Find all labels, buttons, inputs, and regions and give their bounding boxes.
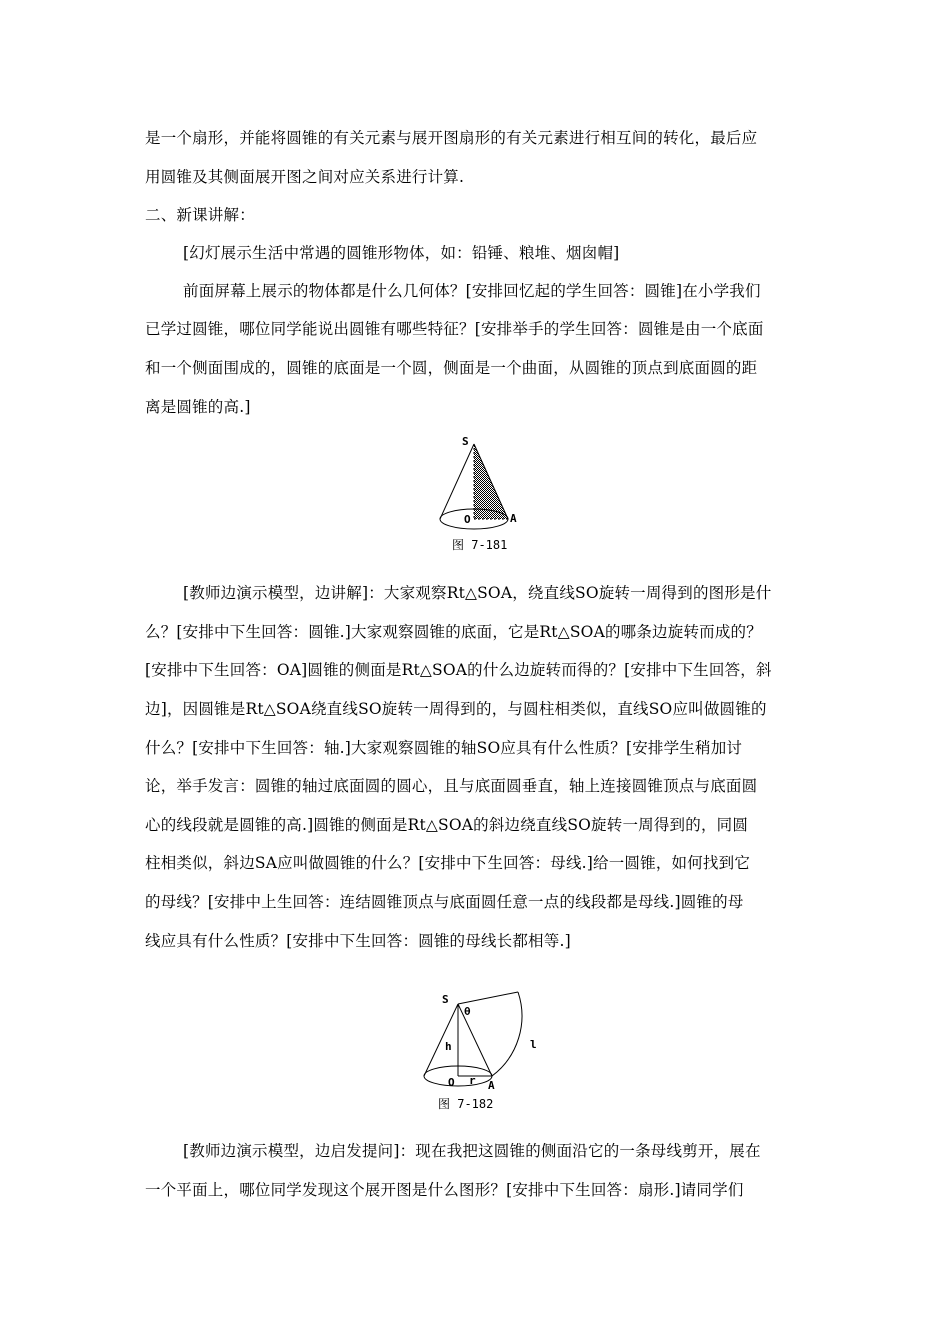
- text-line: [幻灯展示生活中常遇的圆锥形物体，如：铅锤、粮堆、烟囱帽]: [183, 244, 620, 262]
- text-line: 离是圆锥的高.]: [145, 398, 251, 416]
- label-o: O: [464, 513, 471, 526]
- text-line: 心的线段就是圆锥的高.]圆锥的侧面是Rt△SOA的斜边绕直线SO旋转一周得到的，同圆: [145, 816, 749, 834]
- text-line: 论，举手发言：圆锥的轴过底面圆的圆心，且与底面圆垂直，轴上连接圆锥顶点与底面圆: [145, 777, 758, 795]
- label-l: l: [530, 1038, 537, 1051]
- label-a: A: [510, 512, 517, 525]
- text-line: 线应具有什么性质？[安排中下生回答：圆锥的母线长都相等.]: [145, 932, 571, 950]
- text-line: 前面屏幕上展示的物体都是什么几何体？[安排回忆起的学生回答：圆锥]在小学我们: [183, 282, 761, 300]
- section-heading: 二、新课讲解：: [145, 206, 255, 224]
- cone-diagram: [430, 432, 540, 557]
- text-line: 一个平面上，哪位同学发现这个展开图是什么图形？[安排中下生回答：扇形.]请同学们: [145, 1181, 744, 1199]
- label-theta: θ: [464, 1005, 471, 1018]
- text-line: 边]，因圆锥是Rt△SOA绕直线SO旋转一周得到的，与圆柱相类似，直线SO应叫做圆锥的: [145, 700, 767, 718]
- sector-edge: [458, 992, 518, 1004]
- label-a: A: [488, 1079, 495, 1092]
- label-s: S: [462, 435, 469, 448]
- text-line: [教师边演示模型，边启发提问]：现在我把这圆锥的侧面沿它的一条母线剪开，展在: [183, 1142, 761, 1160]
- cone-development-diagram: [412, 990, 552, 1130]
- figure-caption: 图 7-182: [438, 1097, 494, 1111]
- text-line: 和一个侧面围成的，圆锥的底面是一个圆，侧面是一个曲面，从圆锥的顶点到底面圆的距: [145, 359, 758, 377]
- figure-cone-182: [412, 990, 552, 1130]
- text-line: [安排中下生回答：OA]圆锥的侧面是Rt△SOA的什么边旋转而得的？[安排中下生回答，斜: [145, 661, 772, 679]
- figure-cone-181: [430, 432, 540, 557]
- sector-arc: [492, 992, 522, 1076]
- text-line: 什么？[安排中下生回答：轴.]大家观察圆锥的轴SO应具有什么性质？[安排学生稍加讨: [145, 739, 743, 757]
- text-line: 柱相类似，斜边SA应叫做圆锥的什么？[安排中下生回答：母线.]给一圆锥，如何找到它: [145, 854, 751, 872]
- cone-left-edge: [424, 1004, 458, 1076]
- label-s: S: [442, 993, 449, 1006]
- label-o: O: [448, 1076, 455, 1089]
- cone-left-edge: [440, 444, 474, 519]
- text-line: 用圆锥及其侧面展开图之间对应关系进行计算.: [145, 168, 465, 186]
- text-line: [教师边演示模型，边讲解]：大家观察Rt△SOA，绕直线SO旋转一周得到的图形是什: [183, 584, 772, 602]
- label-h: h: [445, 1040, 452, 1053]
- text-line: 的母线？[安排中上生回答：连结圆锥顶点与底面圆任意一点的线段都是母线.]圆锥的母: [145, 893, 744, 911]
- text-line: 是一个扇形，并能将圆锥的有关元素与展开图扇形的有关元素进行相互间的转化，最后应: [145, 129, 758, 147]
- text-line: 么？[安排中下生回答：圆锥.]大家观察圆锥的底面，它是Rt△SOA的哪条边旋转而成的？: [145, 623, 762, 641]
- figure-caption: 图 7-181: [452, 538, 508, 552]
- text-line: 已学过圆锥，哪位同学能说出圆锥有哪些特征？[安排举手的学生回答：圆锥是由一个底面: [145, 320, 764, 338]
- label-r: r: [469, 1074, 476, 1087]
